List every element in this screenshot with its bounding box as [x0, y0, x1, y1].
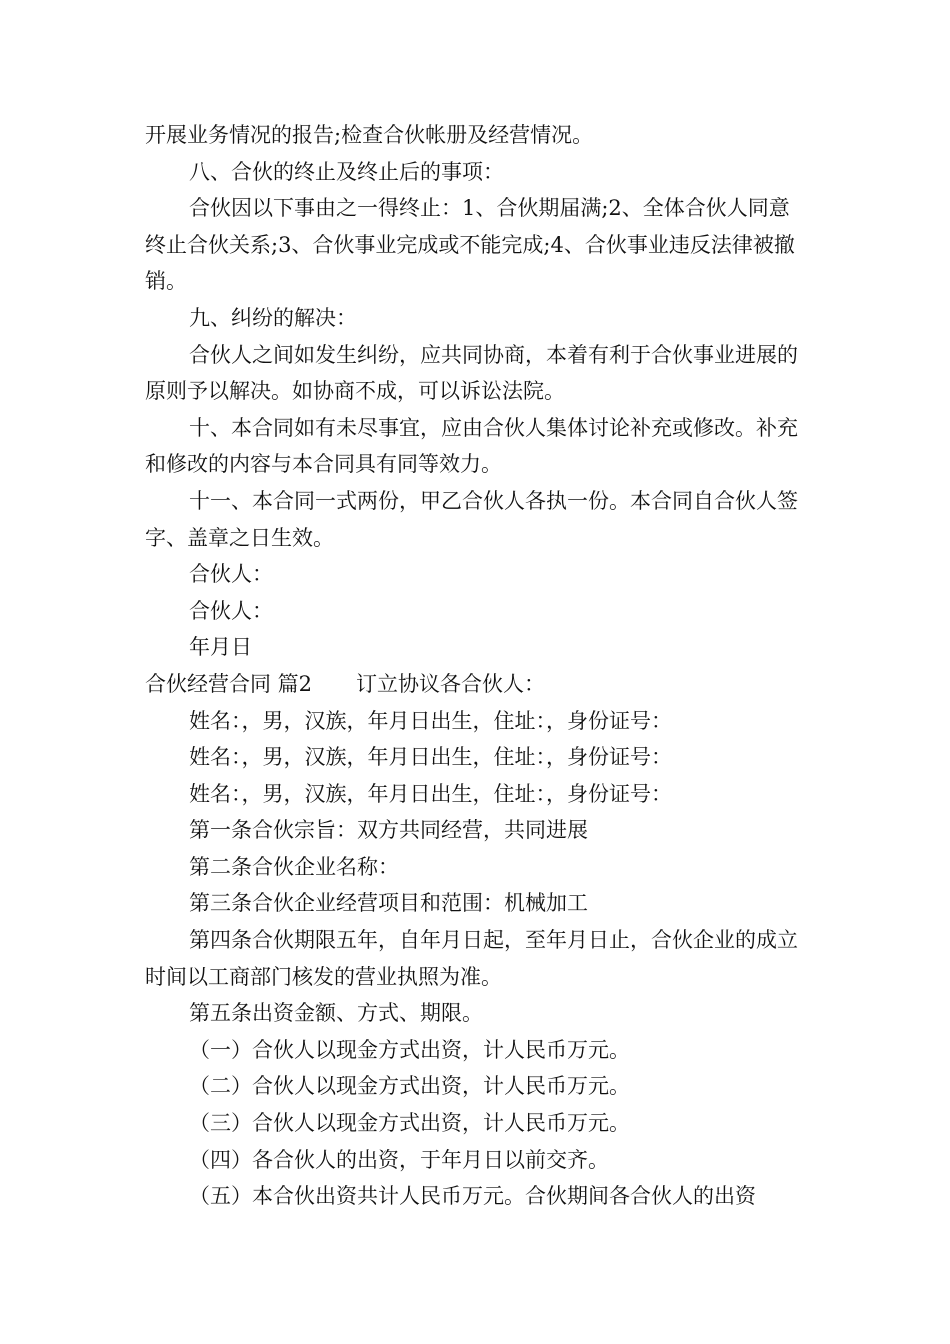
article-two: 第二条合伙企业名称： — [189, 854, 399, 879]
article-three: 第三条合伙企业经营项目和范围：机械加工 — [189, 891, 588, 916]
paragraph-continuation: 开展业务情况的报告;检查合伙帐册及经营情况。 — [145, 123, 594, 147]
contribution-item-5: （五）本合伙出资共计人民币万元。合伙期间各合伙人的出资 — [189, 1184, 756, 1209]
contribution-item-1: （一）合伙人以现金方式出资，计人民币万元。 — [189, 1037, 630, 1062]
contribution-item-3: （三）合伙人以现金方式出资，计人民币万元。 — [189, 1111, 630, 1136]
article-one: 第一条合伙宗旨：双方共同经营，共同进展 — [189, 818, 588, 843]
party-info-2: 姓名：，男，汉族，年月日出生，住址：，身份证号： — [189, 745, 672, 770]
signature-date: 年月日 — [189, 635, 252, 660]
paragraph-dispute: 合伙人之间如发生纠纷，应共同协商，本着有利于合伙事业进展的原则予以解决。如协商不成，可以诉讼法院。 — [145, 342, 798, 404]
paragraph-clause-eleven: 十一、本合同一式两份，甲乙合伙人各执一份。本合同自合伙人签字、盖章之日生效。 — [145, 488, 798, 550]
section-heading-termination: 八、合伙的终止及终止后的事项： — [189, 159, 504, 184]
contract-title: 合伙经营合同 篇2 — [145, 671, 313, 696]
signature-partner-2: 合伙人： — [189, 598, 273, 623]
paragraph-clause-ten: 十、本合同如有未尽事宜，应由合伙人集体讨论补充或修改。补充和修改的内容与本合同具有同等效力。 — [145, 415, 798, 477]
article-five: 第五条出资金额、方式、期限。 — [189, 1001, 483, 1026]
party-info-1: 姓名：，男，汉族，年月日出生，住址：，身份证号： — [189, 708, 672, 733]
section-heading-dispute: 九、纠纷的解决： — [189, 305, 357, 330]
party-info-3: 姓名：，男，汉族，年月日出生，住址：，身份证号： — [189, 781, 672, 806]
paragraph-termination: 合伙因以下事由之一得终止：1、合伙期届满;2、全体合伙人同意终止合伙关系;3、合伙事业完成或不能完成;4、合伙事业违反法律被撤销。 — [145, 196, 795, 294]
contribution-item-4: （四）各合伙人的出资，于年月日以前交齐。 — [189, 1147, 609, 1172]
document-body — [145, 117, 810, 1215]
contract-title-row — [145, 666, 810, 703]
article-four: 第四条合伙期限五年，自年月日起，至年月日止，合伙企业的成立时间以工商部门核发的营业执照为准。 — [145, 928, 798, 989]
signature-partner-1: 合伙人： — [189, 562, 273, 587]
contribution-item-2: （二）合伙人以现金方式出资，计人民币万元。 — [189, 1074, 630, 1099]
parties-intro: 订立协议各合伙人： — [356, 671, 546, 696]
